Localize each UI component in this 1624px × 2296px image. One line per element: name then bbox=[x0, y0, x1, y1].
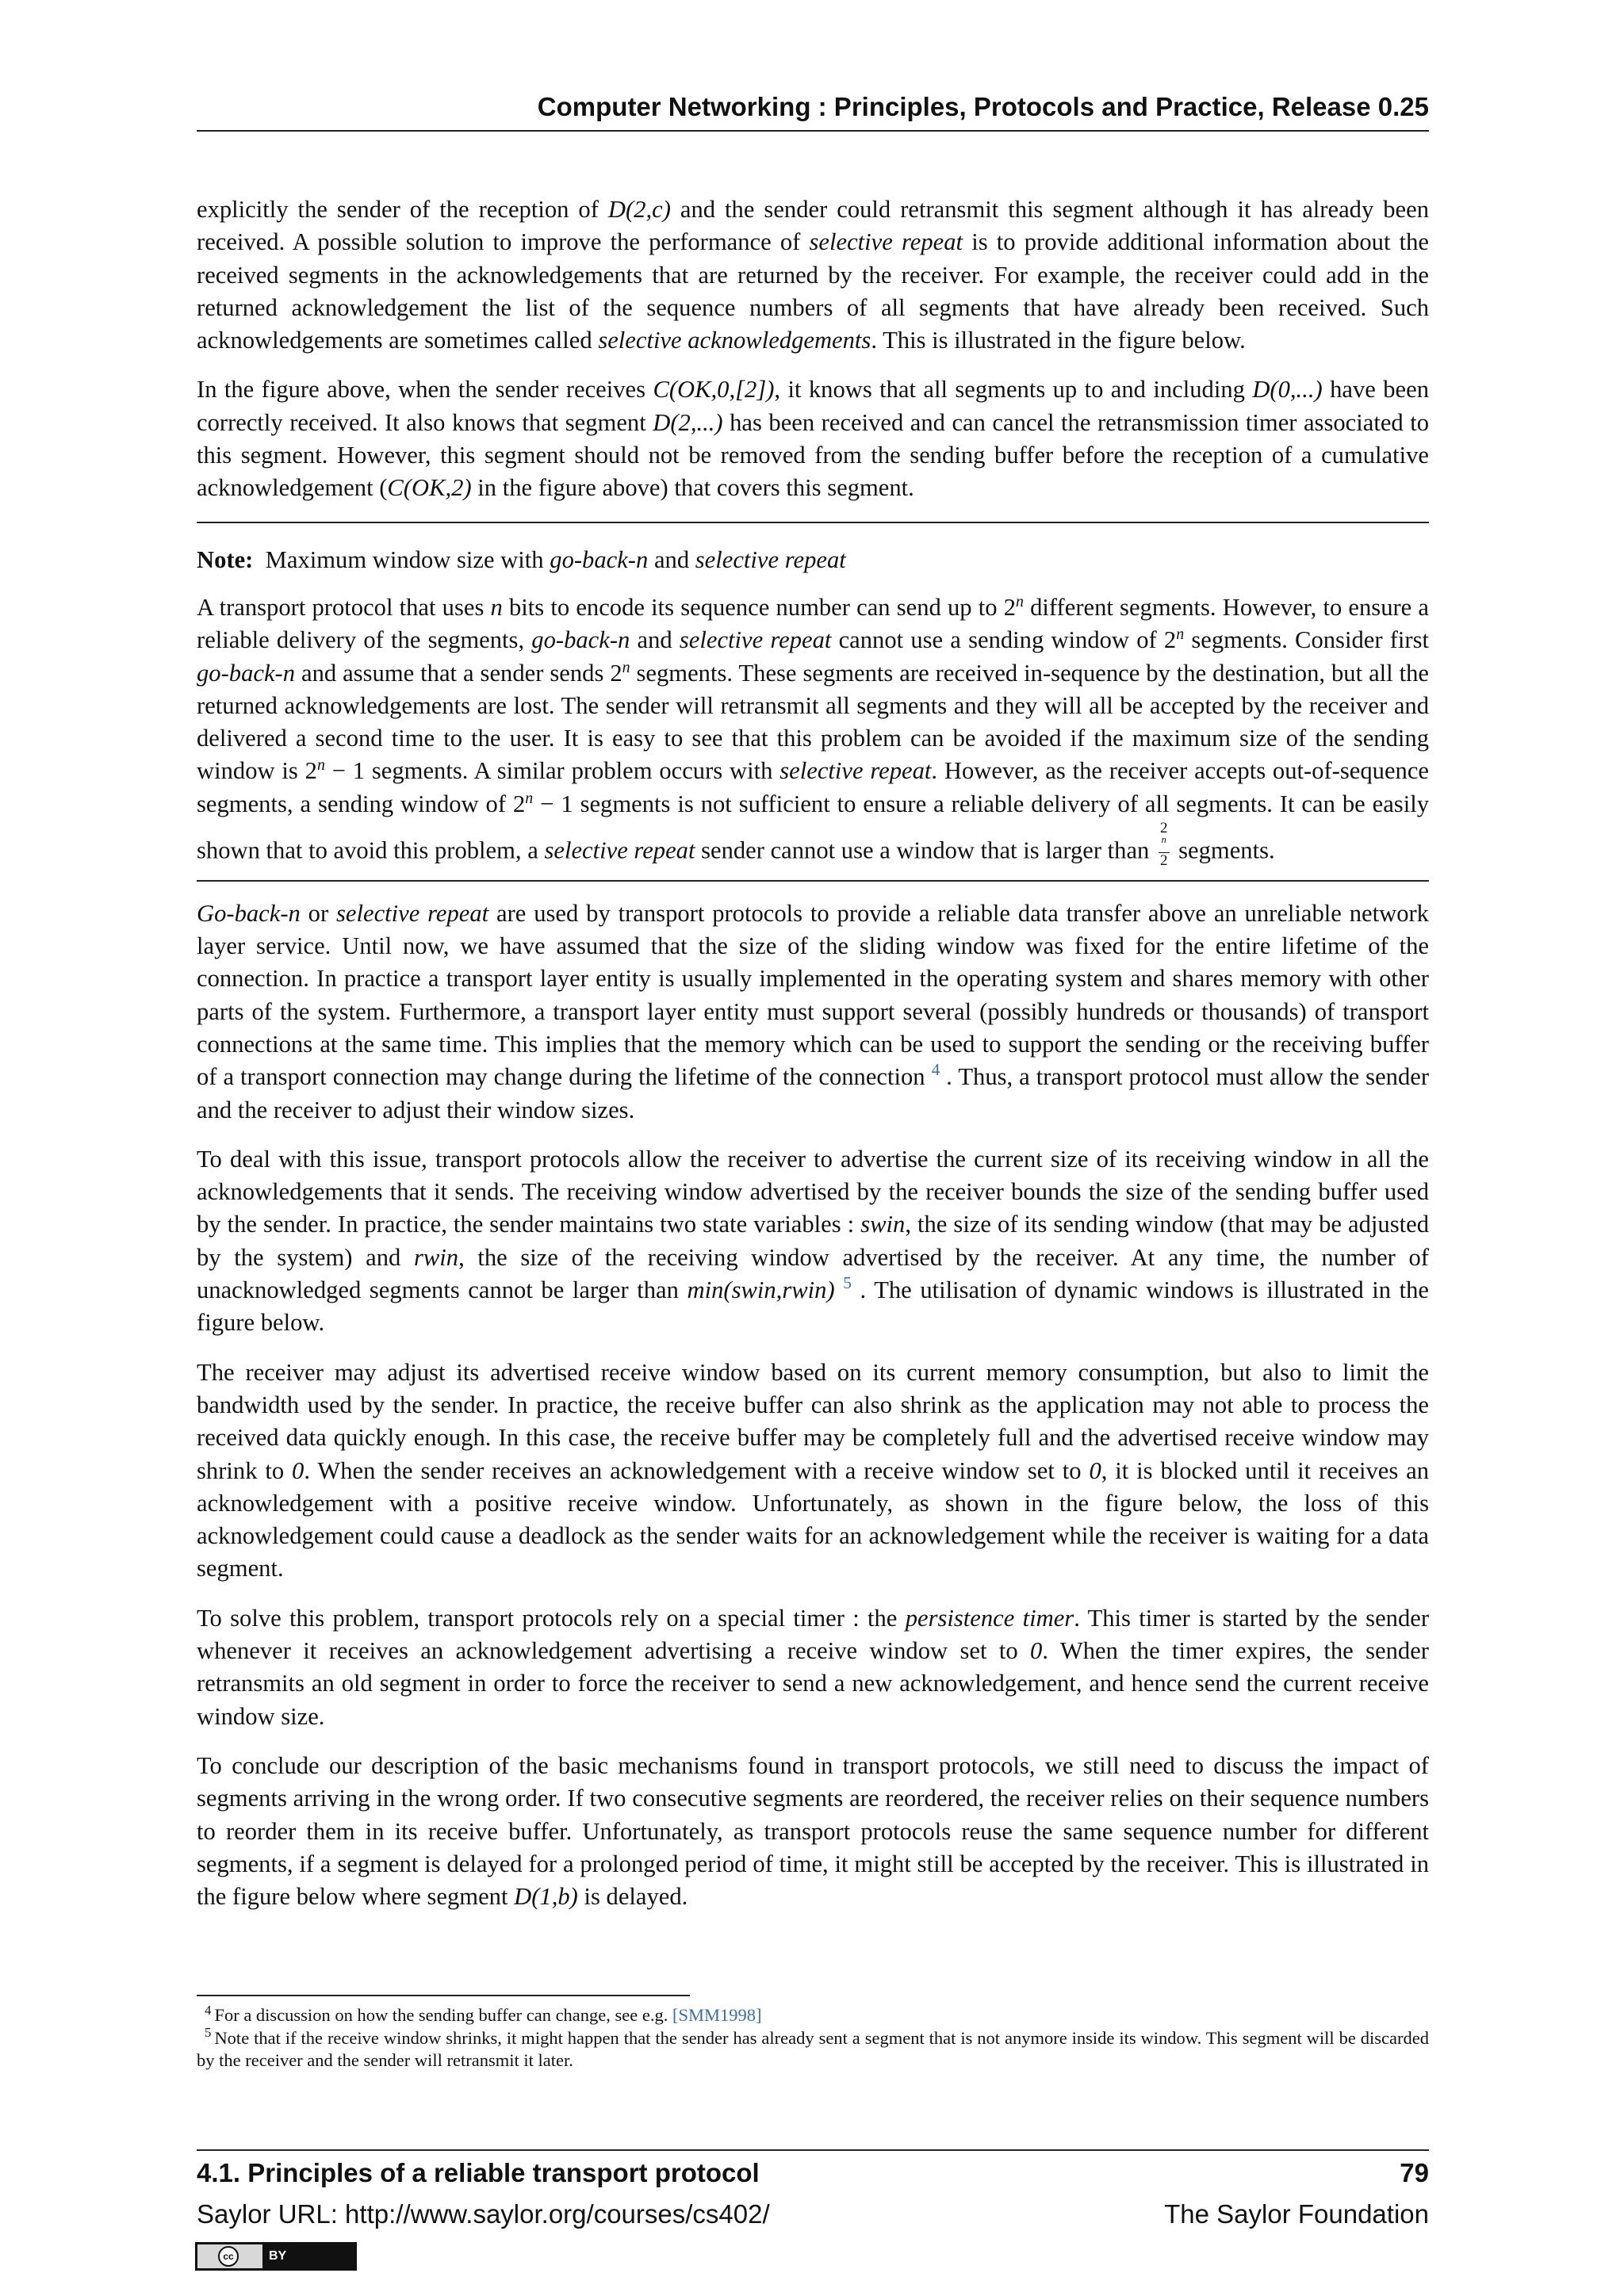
footnote-rule bbox=[197, 1995, 690, 1996]
note-title: Note: Maximum window size with go-back-n and selective repeat bbox=[197, 545, 846, 573]
math-2n: 2$^n$ bbox=[610, 658, 630, 687]
footnote-4: $^4$ For a discussion on how the sending buffer can change, see e.g. [SMM1998] bbox=[205, 2002, 762, 2025]
footnotes bbox=[197, 2004, 1429, 2072]
math-2n: 2$^n$ bbox=[1003, 593, 1024, 621]
body-text bbox=[197, 193, 1429, 1930]
note-label: Note: bbox=[197, 545, 254, 573]
footnote-ref-5[interactable]: 5 bbox=[843, 1273, 852, 1293]
cc-license-badge bbox=[195, 2242, 357, 2271]
math-2n: 2$^n$ bbox=[1163, 626, 1185, 654]
paragraph-7: To conclude our description of the basic mechanisms found in transport protocols, we still need to discuss the impact of segments arriving in the wrong order. If two consecutive segments are reordered, the receiver relies on their sequence numbers to reorder them in its receive buffer. Unfortunately, as transport protocols reuse the same sequence number for different segments, if a segment is delayed for a prolonged period of time, it might still be accepted by the receiver. This is illustrated in the figure below where segment D(1,b) is delayed. bbox=[197, 1751, 1429, 1911]
footer-org: The Saylor Foundation bbox=[1164, 2199, 1429, 2229]
note-body: A transport protocol that uses n bits to encode its sequence number can send up to 2$^n$ different segments. However, to ensure a reliable delivery of the segments, go-back-n and selective repeat cannot use a sending window of 2$^n$ segments. Consider first go-back-n and assume that a sender sends 2$^n$ segments. These segments are received in-sequence by the destination, but all the returned acknowledgements are lost. The sender will retransmit all segments and they will all be accepted by the receiver and delivered a second time to the user. It is easy to see that this problem can be avoided if the maximum size of the sending window is $2^n - 1$ segments. A similar problem occurs with selective repeat. However, as the receiver accepts out-of-sequence segments, a sending window of $2^n - 1$ segments is not sufficient to ensure a reliable delivery of all segments. It can be easily shown that to avoid this problem, a selective repeat sender cannot use a window that is larger than 2 $^n$ 2 segments. bbox=[197, 593, 1430, 869]
paragraph-4: To deal with this issue, transport protocols allow the receiver to advertise the current size of its receiving window in all the acknowledgements that it sends. The receiving window advertised by the receiver bounds the size of the sending buffer used by the sender. In practice, the sender maintains two state variables : swin, the size of its sending window (that may be adjusted by the system) and rwin, the size of the receiving window advertised by the receiver. At any time, the number of unacknowledged segments cannot be larger than min(swin,rwin) $^5$ . The utilisation of dynamic windows is illustrated in the figure below. bbox=[197, 1145, 1429, 1337]
paragraph-3: Go-back-n or selective repeat are used by transport protocols to provide a reliable data transfer above an unreliable network layer service. Until now, we have assumed that the size of the sliding window was fixed for the entire lifetime of the connection. In practice a transport layer entity is usually implemented in the operating system and shares memory with other parts of the system. Furthermore, a transport layer entity must support several (possibly hundreds or thousands) of transport connections at the same time. This implies that the memory which can be used to support the sending or the receiving buffer of a transport connection may change during the lifetime of the connection $^4$ . Thus, a transport protocol must allow the sender and the receiver to adjust their window sizes. bbox=[197, 899, 1430, 1123]
paragraph-6: To solve this problem, transport protocols rely on a special timer : the persistence timer. This timer is started by the sender whenever it receives an acknowledgement advertising a receive window set to 0. When the timer expires, the sender retransmits an old segment in order to force the receiver to send a new acknowledgement, and hence send the current receive window size. bbox=[197, 1604, 1430, 1730]
footnote-5: $^5$ Note that if the receive window shrinks, it might happen that the sender has already sent a segment that is not anymore inside its window. This segment will be discarded by the receiver and the sender will retransmit it later. bbox=[197, 2025, 1429, 2070]
math-2n-minus-1: $2^n - 1$ bbox=[512, 789, 573, 817]
footer-section-title: 4.1. Principles of a reliable transport protocol bbox=[197, 2158, 760, 2187]
paragraph-1: explicitly the sender of the reception of D(2,c) and the sender could retransmit this segment although it has already been received. A possible solution to improve the performance of selective repeat is to provide additional information about the received segments in the acknowledgements that are returned by the receiver. For example, the receiver could add in the returned acknowledgement the list of the sequence numbers of all segments that have already been received. Such acknowledgements are sometimes called selective acknowledgements. This is illustrated in the figure below. bbox=[197, 196, 1429, 354]
footer-section-row bbox=[197, 2158, 1429, 2188]
footer-source-row bbox=[197, 2199, 1429, 2229]
cc-icon: cc bbox=[197, 2244, 262, 2268]
note-box bbox=[197, 523, 1429, 880]
page-number: 79 bbox=[1400, 2158, 1429, 2187]
header-rule bbox=[197, 130, 1429, 132]
note-bottom-rule bbox=[197, 880, 1429, 882]
paragraph-5: The receiver may adjust its advertised receive window based on its current memory consumption, but also to limit the bandwidth used by the sender. In practice, the receive buffer can also shrink as the application may not able to process the received data quickly enough. In this case, the receive buffer may be completely full and the advertised receive window may shrink to 0. When the sender receives an acknowledgement with a receive window set to 0, it is blocked until it receives an acknowledgement with a positive receive window. Unfortunately, as shown in the figure below, the loss of this acknowledgement could cause a deadlock as the sender waits for an acknowledgement while the receiver is waiting for a data segment. bbox=[197, 1358, 1429, 1582]
footer-rule bbox=[197, 2149, 1429, 2151]
footer-url: Saylor URL: http://www.saylor.org/courses/cs402/ bbox=[197, 2199, 770, 2229]
paragraph-2: In the figure above, when the sender receives C(OK,0,[2]), it knows that all segments up to and including D(0,...) have been correctly received. It also knows that segment D(2,...) has been received and can cancel the retransmission timer associated to this segment. However, this segment should not be removed from the sending buffer before the reception of a cumulative acknowledgement (C(OK,2) in the figure above) that covers this segment. bbox=[197, 376, 1430, 502]
math-fraction: 2 $^n$ 2 bbox=[1160, 820, 1168, 869]
running-header: Computer Networking : Principles, Protocols and Practice, Release 0.25 bbox=[537, 92, 1429, 121]
math-2n-minus-1: $2^n - 1$ bbox=[304, 756, 366, 785]
footnote-ref-4[interactable]: 4 bbox=[931, 1060, 940, 1080]
cc-by-label: BY bbox=[269, 2249, 287, 2263]
citation-link[interactable]: [SMM1998] bbox=[672, 2005, 762, 2025]
